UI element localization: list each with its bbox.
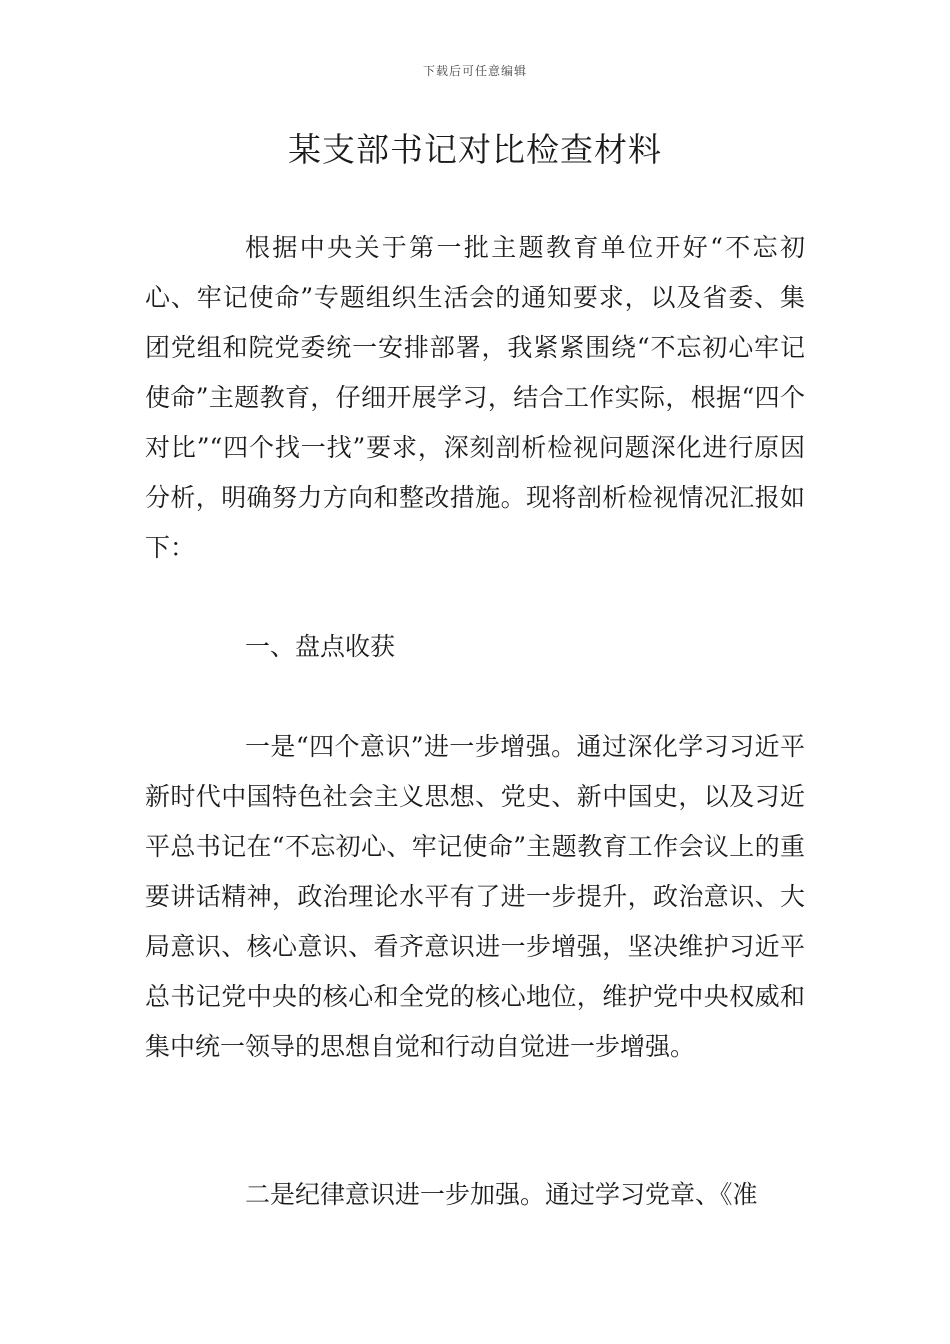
body-paragraph: 一是“四个意识”进一步增强。通过深化学习习近平新时代中国特色社会主义思想、党史、新中国史，以及习近平总书记在“不忘初心、牢记使命”主题教育工作会议上的重要讲话精神，政治理论水平有了进一步提升，政治意识、大局意识、核心意识、看齐意识进一步增强，坚决维护习近平总书记党中央的核心和全党的核心地位，维护党中央权威和集中统一领导的思想自觉和行动自觉进一步增强。	[145, 732, 805, 1061]
header-note: 下载后可任意编辑	[422, 64, 527, 78]
section-heading: 一、盘点收获	[245, 632, 396, 661]
document-title: 某支部书记对比检查材料	[288, 130, 662, 169]
body-paragraph: 二是纪律意识进一步加强。通过学习党章、《准	[245, 1180, 758, 1209]
intro-paragraph: 根据中央关于第一批主题教育单位开好“不忘初心、牢记使命”专题组织生活会的通知要求，以及省委、集团党组和院党委统一安排部署，我紧紧围绕“不忘初心牢记使命”主题教育，仔细开展学习，结合工作实际，根据“四个对比”“四个找一找”要求，深刻剖析检视问题深化进行原因分析，明确努力方向和整改措施。现将剖析检视情况汇报如下：	[145, 233, 805, 562]
